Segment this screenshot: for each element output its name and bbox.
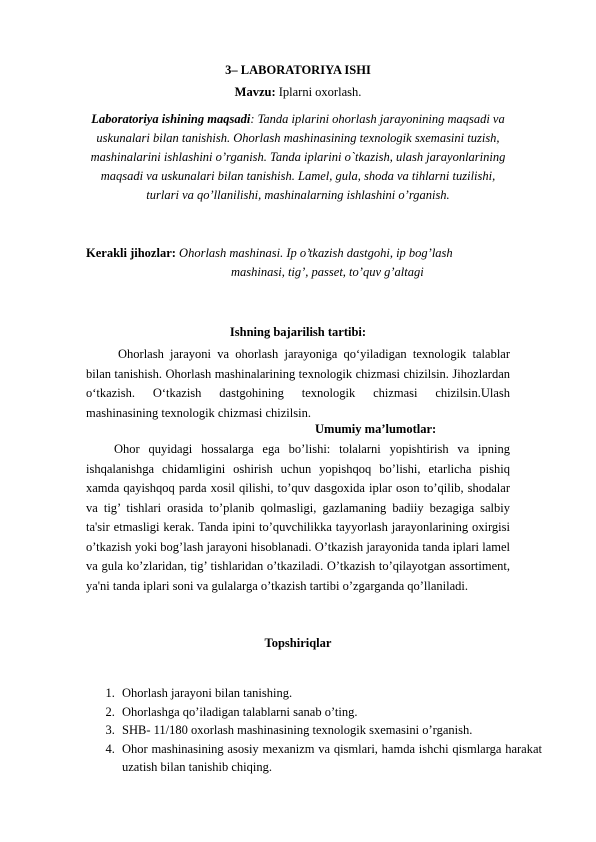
purpose-paragraph [86, 110, 510, 205]
procedure-text: Ohorlash jarayoni va ohorlash jarayoniga qo‘yiladigan texnologik talablar bilan tanishish. Ohorlash mashinalarining texnologik chizmasi chizilsin. Jihozlardan o‘tkazish. O‘tkazish dastgohining texnologik chizmasi chizilsin.Ulash mashinasining texnologik chizmasi chizilsin. [86, 347, 510, 420]
procedure-heading: Ishning bajarilish tartibi: [229, 325, 367, 339]
equipment-block [86, 244, 526, 282]
equipment-label: Kerakli jihozlar: [86, 246, 176, 260]
task-item: 2. Ohorlashga qo’iladigan talablarni sanab o’ting. [118, 703, 542, 722]
general-paragraph [86, 440, 510, 596]
page-title: 3– LABORATORIYA ISHI [225, 63, 371, 77]
general-text: Ohor quyidagi hossalarga ega bo’lishi: tolalarni yopishtirish va ipning ishqalanishga chidamligini oshirish uchun yopishqoq bo’lishi, etarlicha pishiq xamda qayishqoq parda xosil qilishi, to’quv dasgoxida iplar oson to’qilib, shodalar va tig’ tishlari orasida to’planib qolmasligi, gazlamaning badiiy bezagiga salbiy ta'sir etmasligi kerak. Tanda ipini to’quvchilikka tayyorlash jarayonlarining oxirgisi o’tkazish yoki bog’lash jarayoni hisoblanadi. O’tkazish jarayonida tanda iplari lamel va gula ko’zlaridan, tig’ tishlaridan o’tkaziladi. O’tkazish to’qilayotgan assortiment, ya'ni tanda iplari soni va gulalarga o’tkazish tartibi o’zgarganda qo’llaniladi. [86, 442, 510, 593]
task-item: 4. Ohor mashinasining asosiy mexanizm va qismlari, hamda ishchi qismlarga harakat uzatish bilan tanishib chiqing. [118, 740, 542, 777]
task-item: 1. Ohorlash jarayoni bilan tanishing. [118, 684, 542, 703]
task-item: 3. SHB- 11/180 oxorlash mashinasining texnologik sxemasini o’rganish. [118, 721, 542, 740]
topic-label: Mavzu: [234, 85, 276, 99]
equipment-line-1: Ohorlash mashinasi. Ip o’tkazish dastgohi, ip bog’lash [175, 246, 453, 260]
purpose-label: Laboratoriya ishining maqsadi [91, 112, 251, 126]
tasks-list [86, 684, 542, 777]
topic-text: Iplarni oxorlash. [275, 85, 362, 99]
equipment-line-2: mashinasi, tig’, passet, to’quv g’altagi [231, 265, 424, 279]
procedure-paragraph [86, 345, 510, 423]
purpose-text: : Tanda iplarini ohorlash jarayonining maqsadi va uskunalari bilan tanishish. Ohorlash mashinasining texnologik sxemasini tuzish, mashinalarini ishlashini o’rganish. Tanda iplarini o`tkazish, ulash jarayonlarining maqsadi va uskunalari bilan tanishish. Lamel, gula, shoda va tihlarni tuzilishi, turlari va qo’llanilishi, mashinalarning ishlashini o’rganish. [90, 112, 506, 202]
topic-line [0, 85, 596, 100]
general-heading: Umumiy ma’lumotlar: [315, 422, 437, 436]
tasks-heading: Topshiriqlar [264, 636, 332, 650]
